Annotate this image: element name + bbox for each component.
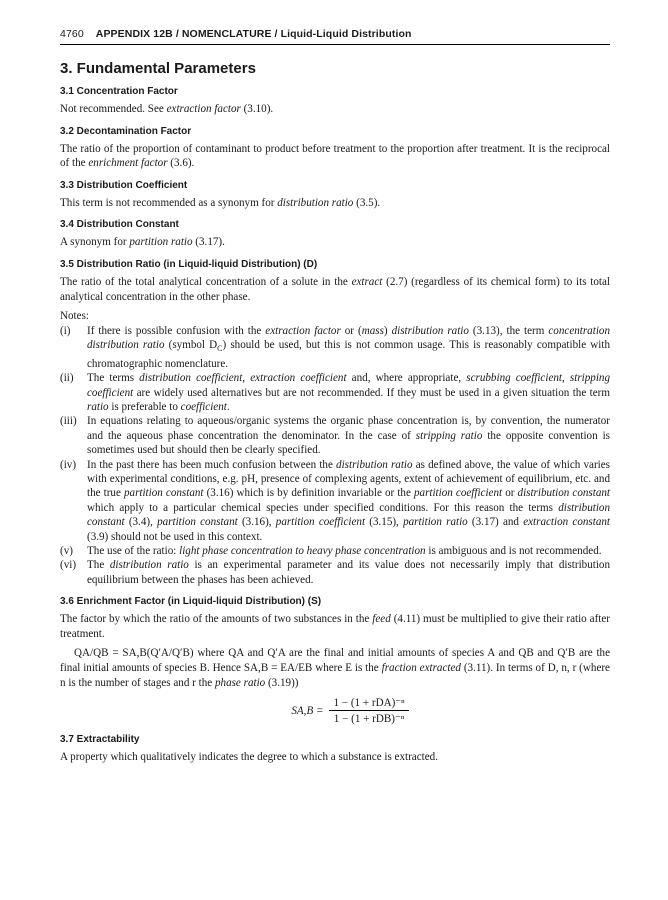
heading-3-4: 3.4 Distribution Constant: [60, 219, 179, 231]
heading-3-6: 3.6 Enrichment Factor (in Liquid-liquid Distribution) (S): [60, 596, 322, 608]
note-iv: (iv) In the past there has been much confusion between the distribution ratio as defined above, the value of which varies with experimental conditions, e.g. pH, presence of complexing agents, extent of achievement of equilibrium, etc. and the true partition constant (3.16) which is by definition invariable or the partition coefficient or distribution constant which apply to a particular chemical species under specified conditions. For this reason the terms distribution constant (3.4), partition constant (3.16), partition coefficient (3.15), partition ratio (3.17) and extraction constant (3.9) should not be used in this context.: [60, 458, 610, 543]
notes-list: [60, 324, 610, 588]
note-i: (i) If there is possible confusion with the extraction factor or (mass) distribution ratio (3.13), the term concentration distribution ratio (symbol $D_C$) should be used, but this is not common usage. This is reasonably compatible with chromatographic nomenclature.: [60, 324, 610, 370]
note-vi: (vi) The distribution ratio is an experimental parameter and its value does not necessarily imply that distribution equilibrium between the phases has been achieved.: [60, 559, 610, 586]
heading-3-5: 3.5 Distribution Ratio (in Liquid-liquid Distribution) (D): [60, 258, 318, 270]
note-iii: (iii) In equations relating to aqueous/organic systems the organic phase concentration is, by convention, the numerator and the aqueous phase concentration the denominator. In the case of stripping ratio the opposite convention is sometimes used but should then be clearly specified.: [60, 415, 610, 457]
paragraph-3-3: This term is not recommended as a synonym for distribution ratio (3.5).: [60, 196, 381, 209]
paragraph-3-6: The factor by which the ratio of the amounts of two substances in the feed (4.11) must be multiplied to give their ratio after treatment.: [60, 613, 610, 640]
section-title: 3. Fundamental Parameters: [60, 60, 256, 77]
paragraph-3-2: The ratio of the proportion of contaminant to product before treatment to the proportion after treatment. It is the reciprocal of the enrichment factor (3.6).: [60, 142, 610, 170]
paragraph-3-7: A property which qualitatively indicates the degree to which a substance is extracted.: [60, 751, 438, 764]
enrichment-equation: SA,B = $\frac{\text{1 − (1 + rDA)⁻ⁿ}}{\text{1 − (1 + rDB)⁻ⁿ}}$: [90, 696, 610, 725]
notes-label: Notes:: [60, 310, 89, 323]
running-title: APPENDIX 12B / NOMENCLATURE / Liquid-Liquid Distribution: [95, 28, 412, 40]
heading-3-7: 3.7 Extractability: [60, 734, 140, 746]
paragraph-3-4: A synonym for partition ratio (3.17).: [60, 236, 225, 249]
note-v: (v) The use of the ratio: light phase concentration to heavy phase concentration is ambiguous and is not recommended.: [60, 545, 602, 558]
note-ii: (ii) The terms distribution coefficient, extraction coefficient and, where appropriate, scrubbing coefficient, stripping coefficient are widely used alternatives but are not recommended. If they must be used in a given situation the term ratio is preferable to coefficient.: [60, 372, 610, 413]
heading-3-1: 3.1 Concentration Factor: [60, 86, 178, 97]
running-header: [60, 28, 610, 45]
paragraph-3-6-formula-text: QA/QB = SA,B(Q′A/Q′B) where QA and Q′A are the final and initial amounts of species A and QB and Q′B are the final initial amounts of species B. Hence SA,B = EA/EB where E is the fraction extracted (3.11). In terms of D, n, r (where n is the number of stages and r the phase ratio (3.19)): [60, 647, 610, 689]
page-number: 4760: [60, 28, 84, 40]
heading-3-2: 3.2 Decontamination Factor: [60, 125, 192, 137]
paragraph-3-1: Not recommended. See extraction factor (3.10).: [60, 103, 274, 115]
heading-3-3: 3.3 Distribution Coefficient: [60, 179, 188, 191]
page: [60, 28, 610, 770]
paragraph-3-5: The ratio of the total analytical concentration of a solute in the extract (2.7) (regardless of its chemical form) to its total analytical concentration in the other phase.: [60, 275, 610, 303]
